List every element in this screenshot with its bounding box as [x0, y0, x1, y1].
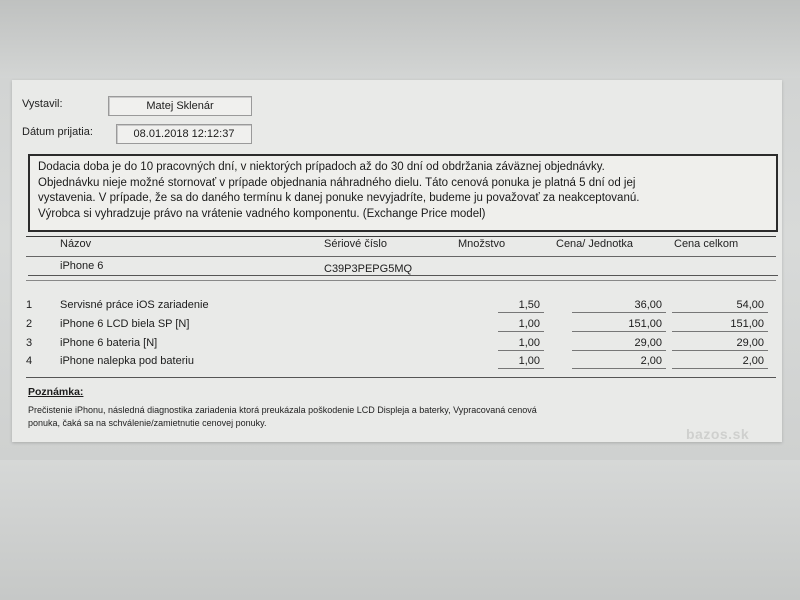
row-index: 3: [26, 337, 33, 349]
header-rule: [26, 256, 776, 257]
qty-underline: [498, 368, 544, 369]
device-serial: C39P3PEPG5MQ: [324, 263, 413, 275]
qty-underline: [498, 331, 544, 332]
watermark-logo: bazos.sk: [686, 426, 750, 442]
qty-underline: [498, 312, 544, 313]
row-name: iPhone 6 bateria [N]: [60, 337, 158, 349]
row-qty: 1,00: [518, 318, 540, 330]
device-name: iPhone 6: [60, 260, 104, 272]
row-total-price: 29,00: [736, 337, 764, 349]
note-title: Poznámka:: [28, 386, 84, 398]
received-date-label: Dátum prijatia:: [22, 126, 93, 138]
service-quote-document: [12, 80, 782, 442]
unit-underline: [572, 312, 666, 313]
notice-line: Dodacia doba je do 10 pracovných dní, v niektorých prípadoch až do 30 dní od obdržania záväznej objednávky.: [38, 161, 605, 173]
total-underline: [672, 312, 768, 313]
device-row-rule: [26, 280, 776, 281]
qty-underline: [498, 350, 544, 351]
row-name: iPhone nalepka pod bateriu: [60, 355, 194, 367]
total-underline: [672, 350, 768, 351]
table-row: [12, 334, 782, 352]
table-row: [12, 352, 782, 370]
unit-underline: [572, 350, 666, 351]
note-line: Prečistenie iPhonu, následná diagnostika zariadenia ktorá preukázala poškodenie LCD Displeja a baterky, Vypracovaná cenová: [28, 405, 537, 415]
row-qty: 1,00: [518, 337, 540, 349]
col-header-serial: Sériové číslo: [324, 238, 387, 250]
row-unit-price: 29,00: [634, 337, 662, 349]
row-index: 1: [26, 299, 33, 311]
row-name: Servisné práce iOS zariadenie: [60, 299, 209, 311]
row-total-price: 2,00: [742, 355, 764, 367]
desk-background: [0, 460, 800, 600]
row-unit-price: 151,00: [628, 318, 662, 330]
notice-line: vystavenia. V prípade, že sa do daného termínu k danej ponuke nevyjadríte, budeme ju považovať za neakceptovanú.: [38, 192, 640, 204]
unit-underline: [572, 331, 666, 332]
received-date-field: 08.01.2018 12:12:37: [116, 124, 252, 144]
total-underline: [672, 368, 768, 369]
notice-line: Výrobca si vyhradzuje právo na vrátenie vadného komponentu. (Exchange Price model): [38, 207, 486, 220]
notice-line: Objednávku nieje možné stornovať v prípade objednania náhradného dielu. Táto cenová ponuka je platná 5 dní od jej: [38, 176, 636, 189]
row-unit-price: 36,00: [634, 299, 662, 311]
table-top-rule: [26, 236, 776, 237]
col-header-total-price: Cena celkom: [674, 238, 739, 250]
note-body: [28, 404, 588, 430]
table-row: [12, 315, 782, 333]
row-total-price: 151,00: [730, 318, 764, 330]
row-name: iPhone 6 LCD biela SP [N]: [60, 318, 190, 330]
table-bottom-rule: [26, 377, 776, 378]
unit-underline: [572, 368, 666, 369]
terms-notice-box: [28, 154, 778, 232]
table-row: [12, 296, 782, 314]
note-line: ponuka, čaká sa na schválenie/zamietnutie cenovej ponuky.: [28, 418, 267, 428]
row-total-price: 54,00: [736, 299, 764, 311]
col-header-qty: Množstvo: [458, 238, 506, 250]
row-qty: 1,50: [518, 299, 540, 311]
row-index: 2: [26, 318, 33, 330]
issued-by-label: Vystavil:: [22, 98, 63, 110]
col-header-name: Názov: [60, 238, 92, 250]
row-index: 4: [26, 355, 33, 367]
row-unit-price: 2,00: [640, 355, 662, 367]
total-underline: [672, 331, 768, 332]
monitor-bezel-top: [0, 0, 800, 78]
row-qty: 1,00: [518, 355, 540, 367]
issued-by-field: Matej Sklenár: [108, 96, 252, 116]
col-header-unit-price: Cena/ Jednotka: [556, 238, 634, 250]
